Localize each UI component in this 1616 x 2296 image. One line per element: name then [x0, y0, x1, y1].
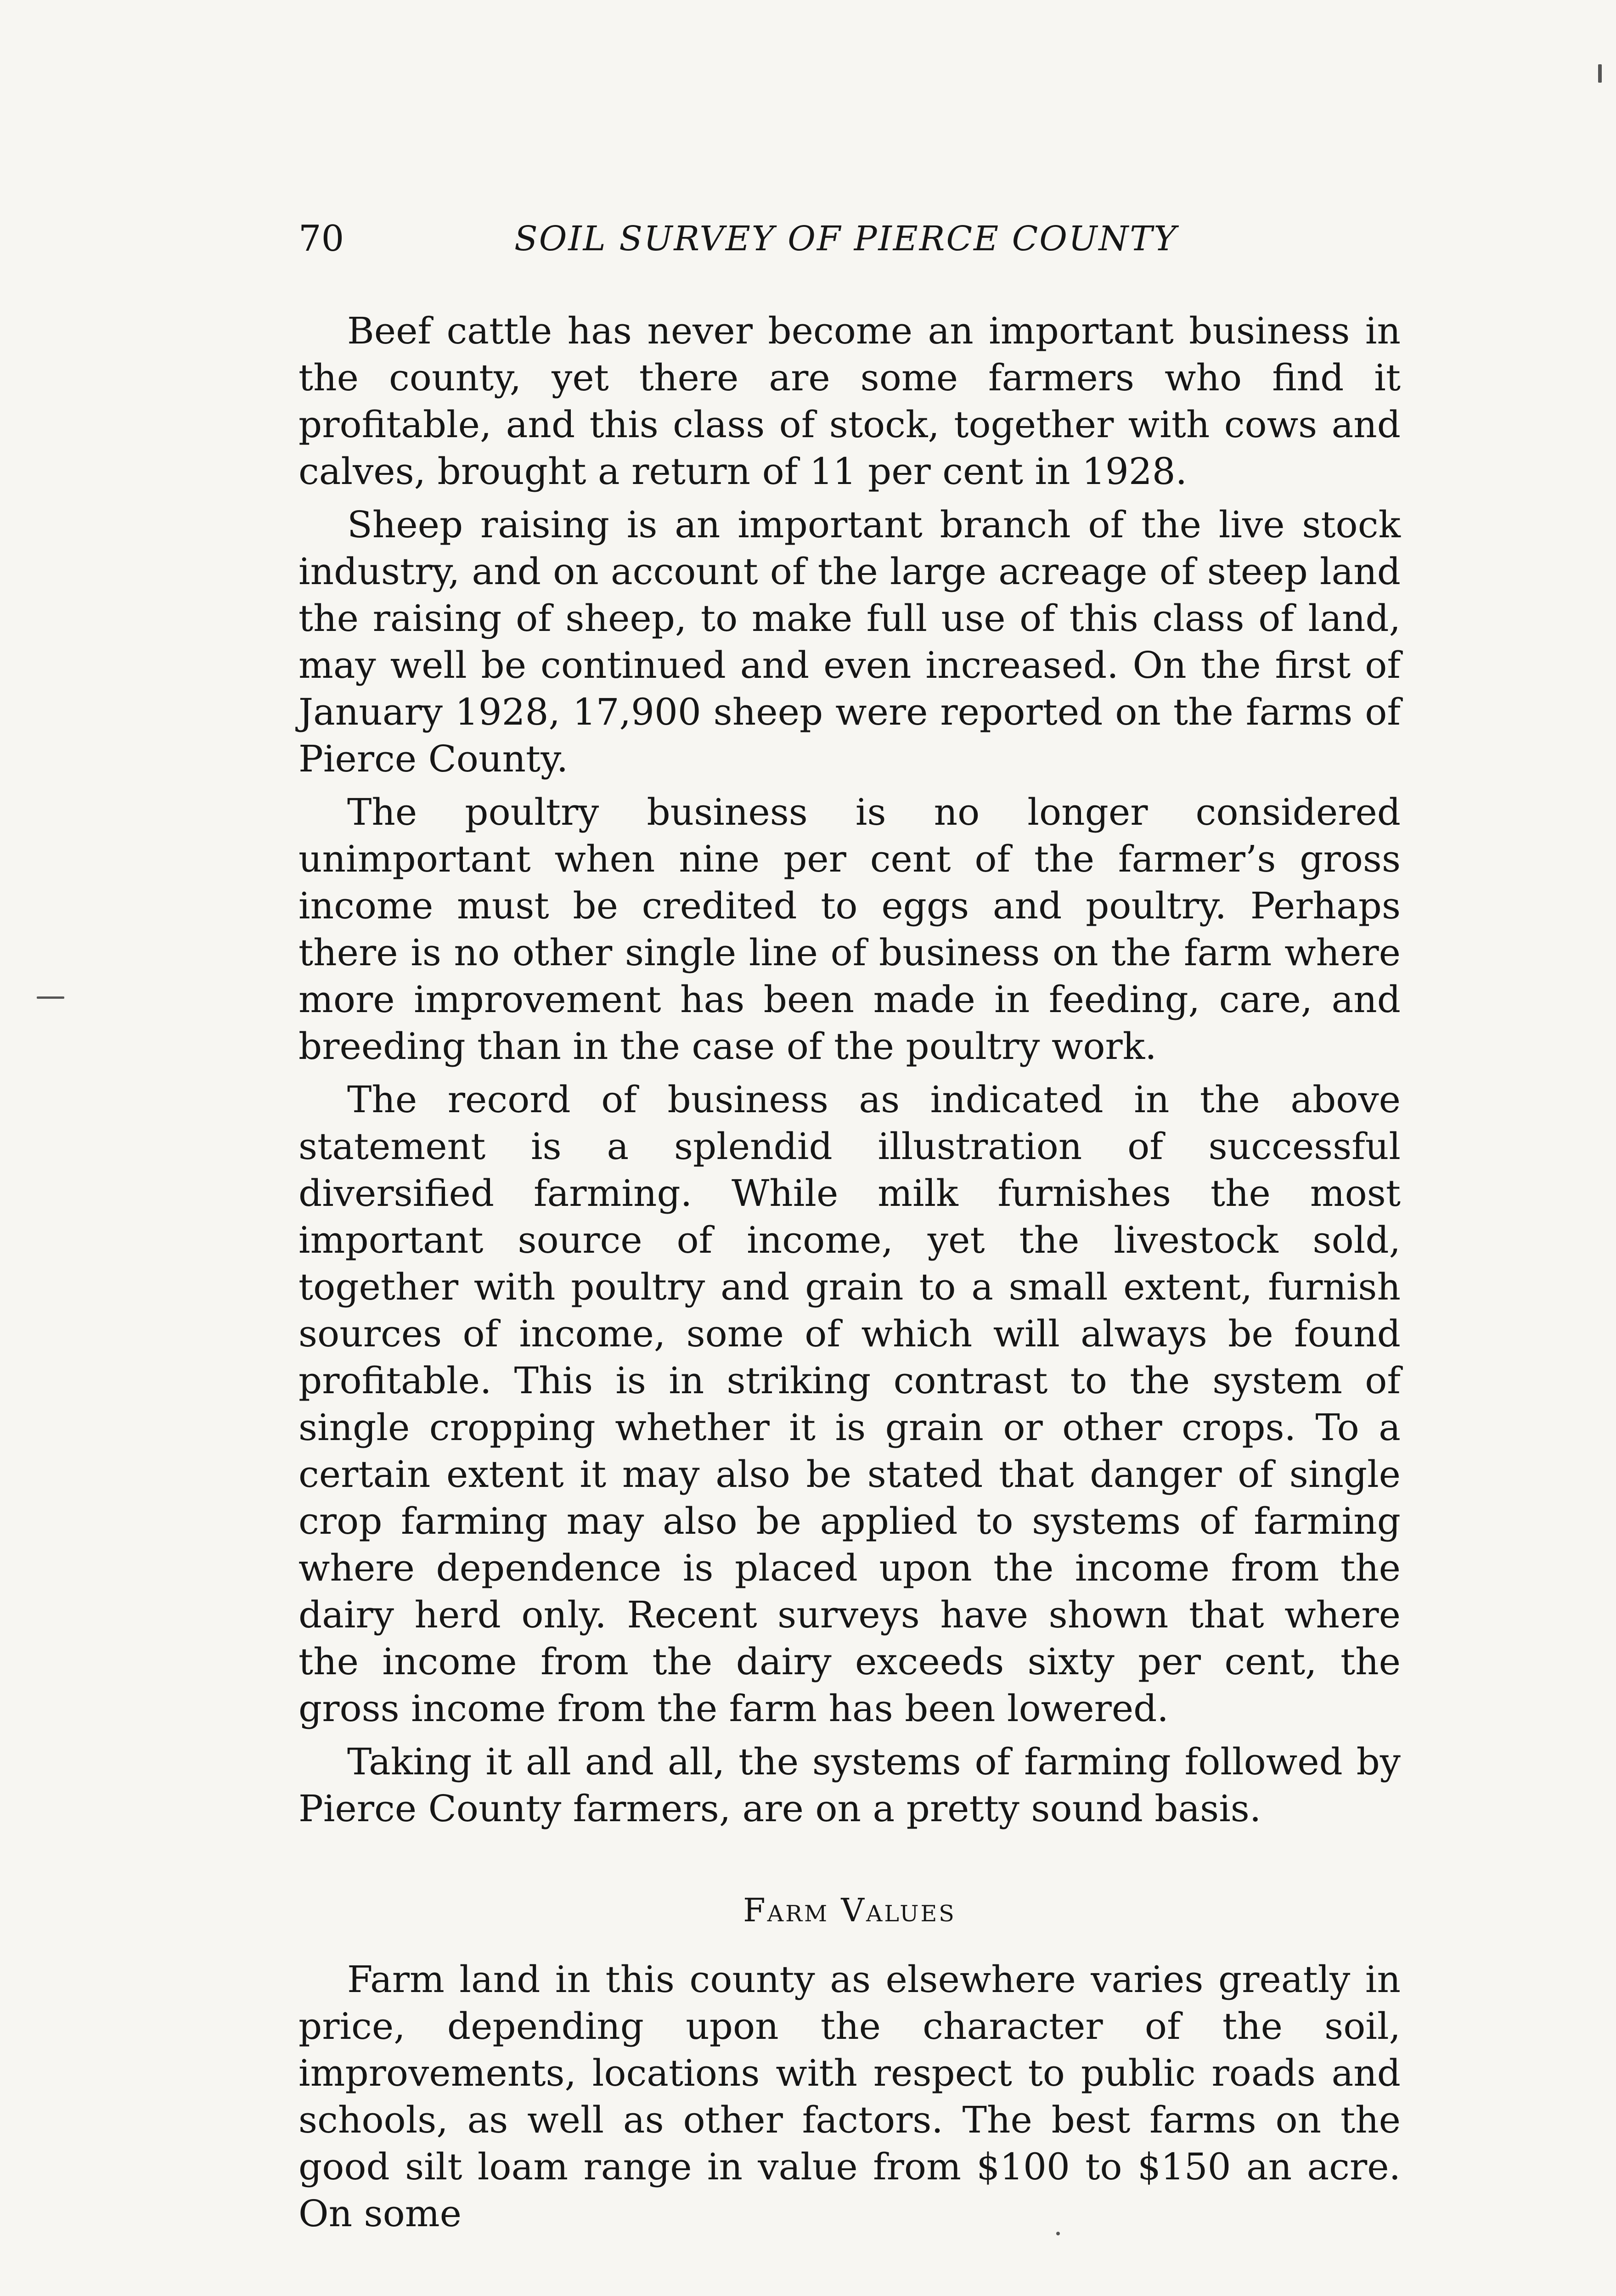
scan-speck: [37, 996, 64, 999]
paragraph-poultry: The poultry business is no longer considered unimportant when nine per cent of the farmer’s gross income must be credited to eggs and poultry. Perhaps there is no other single line of business on the farm where more improvement has been made in feeding, care, and breeding than in the case of the poultry work.: [298, 791, 1401, 1068]
paragraph-beef-cattle: Beef cattle has never become an important business in the county, yet there are some farmers who find it profitable, and this class of stock, together with cows and calves, brought a return of 11 per cent in 1928.: [298, 310, 1401, 493]
paragraph-diversified-farming: The record of business as indicated in the above statement is a splendid illustration of successful diversified farming. While milk furnishes the most important source of income, yet the livestock sold, together with poultry and grain to a small extent, furnish sources of income, some of which will always be found profitable. This is in striking contrast to the system of single cropping whether it is grain or other crops. To a certain extent it may also be stated that danger of single crop farming may also be applied to systems of farming where dependence is placed upon the income from the dairy herd only. Recent surveys have shown that where the income from the dairy exceeds sixty per cent, the gross income from the farm has been lowered.: [298, 1078, 1401, 1730]
body-text: [298, 308, 1401, 2244]
scan-speck: [1598, 64, 1602, 83]
paragraph-farm-land-prices: Farm land in this county as elsewhere varies greatly in price, depending upon the character of the soil, improvements, locations with respect to public roads and schools, as well as other factors. The best farms on the good silt loam range in value from $100 to $150 an acre. On some: [298, 1958, 1401, 2235]
page-header: [298, 216, 1401, 271]
paragraph-sheep-raising: Sheep raising is an important branch of the live stock industry, and on account of the large acreage of steep land the raising of sheep, to make full use of this class of land, may well be continued and even increased. On the first of January 1928, 17,900 sheep were reported on the farms of Pierce County.: [298, 503, 1401, 780]
section-heading-farm-values: Farm Values: [743, 1891, 956, 1929]
running-title: SOIL SURVEY OF PIERCE COUNTY: [514, 219, 1178, 259]
scan-speck: [1056, 2232, 1060, 2235]
page-number: 70: [298, 218, 344, 259]
paragraph-sound-basis: Taking it all and all, the systems of farming followed by Pierce County farmers, are on a pretty sound basis.: [298, 1740, 1401, 1830]
